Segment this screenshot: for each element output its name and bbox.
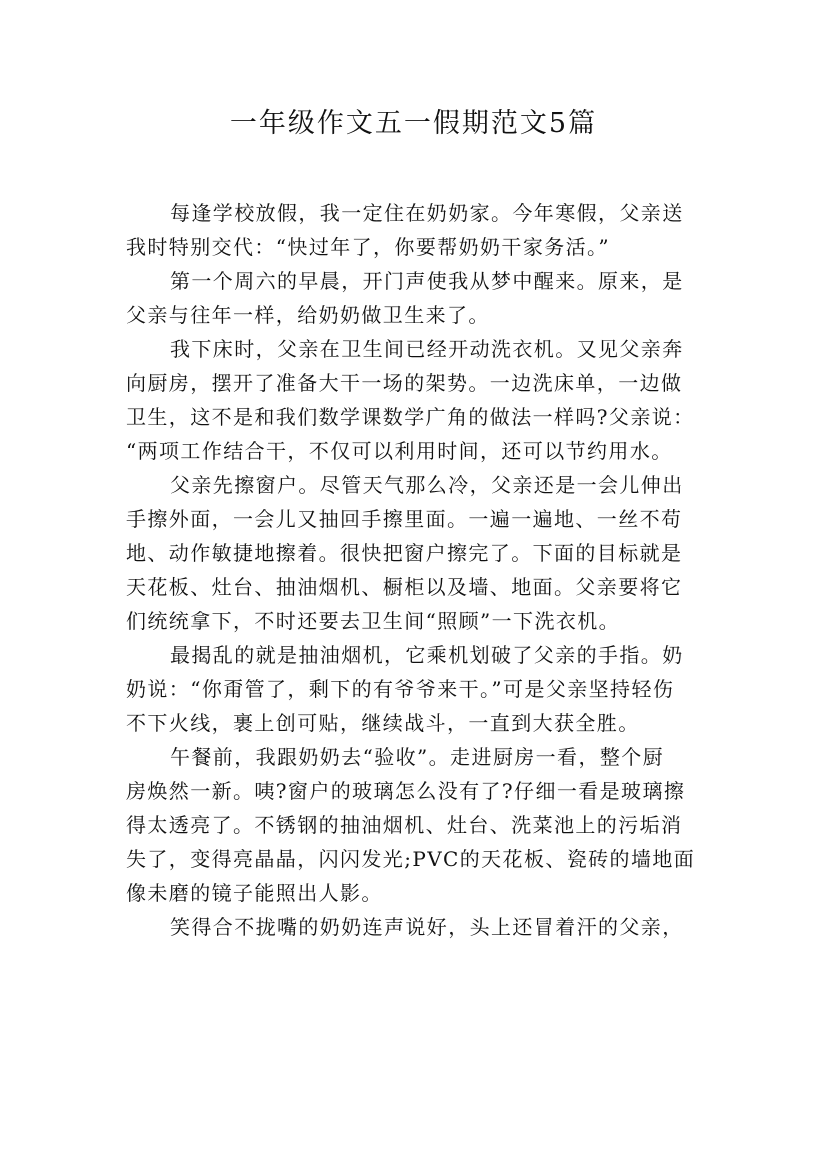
- text-line: 天花板、灶台、抽油烟机、橱柜以及墙、地面。父亲要将它: [126, 575, 683, 599]
- text-line: 每逢学校放假，我一定住在奶奶家。今年寒假，父亲送: [170, 201, 684, 225]
- text-line: 失了，变得亮晶晶，闪闪发光;PVC的天花板、瓷砖的墙地面: [126, 847, 696, 871]
- text-line: 手擦外面，一会儿又抽回手擦里面。一遍一遍地、一丝不苟: [126, 507, 683, 531]
- text-line: 笑得合不拢嘴的奶奶连声说好，头上还冒着汗的父亲，: [170, 915, 684, 939]
- text-line: 父亲先擦窗户。尽管天气那么冷，父亲还是一会儿伸出: [170, 473, 684, 497]
- text-line: 我下床时，父亲在卫生间已经开动洗衣机。又见父亲奔: [170, 337, 684, 361]
- text-line: “两项工作结合干，不仅可以利用时间，还可以节约用水。: [126, 439, 673, 463]
- page-title: 一年级作文五一假期范文5篇: [229, 108, 598, 139]
- text-line: 我时特别交代：“快过年了，你要帮奶奶干家务活。”: [126, 235, 611, 259]
- text-line: 卫生，这不是和我们数学课数学广角的做法一样吗?父亲说：: [126, 405, 695, 429]
- text-line: 奶说：“你甭管了，剩下的有爷爷来干。”可是父亲坚持轻伤: [126, 677, 675, 701]
- text-line: 房焕然一新。咦?窗户的玻璃怎么没有了?仔细一看是玻璃擦: [126, 779, 686, 803]
- text-line: 像未磨的镜子能照出人影。: [126, 881, 383, 905]
- text-line: 向厨房，摆开了准备大干一场的架势。一边洗床单，一边做: [126, 371, 683, 395]
- text-line: 第一个周六的早晨，开门声使我从梦中醒来。原来，是: [170, 269, 684, 293]
- text-line: 午餐前，我跟奶奶去“验收”。走进厨房一看，整个厨: [170, 745, 665, 769]
- essay-body: [126, 196, 726, 944]
- text-line: 不下火线，裹上创可贴，继续战斗，一直到大获全胜。: [126, 711, 640, 735]
- text-line: 得太透亮了。不锈钢的抽油烟机、灶台、洗菜池上的污垢消: [126, 813, 683, 837]
- text-line: 最揭乱的就是抽油烟机，它乘机划破了父亲的手指。奶: [170, 643, 684, 667]
- text-line: 父亲与往年一样，给奶奶做卫生来了。: [126, 303, 490, 327]
- text-line: 地、动作敏捷地擦着。很快把窗户擦完了。下面的目标就是: [126, 541, 683, 565]
- text-line: 们统统拿下，不时还要去卫生间“照顾”一下洗衣机。: [126, 609, 621, 633]
